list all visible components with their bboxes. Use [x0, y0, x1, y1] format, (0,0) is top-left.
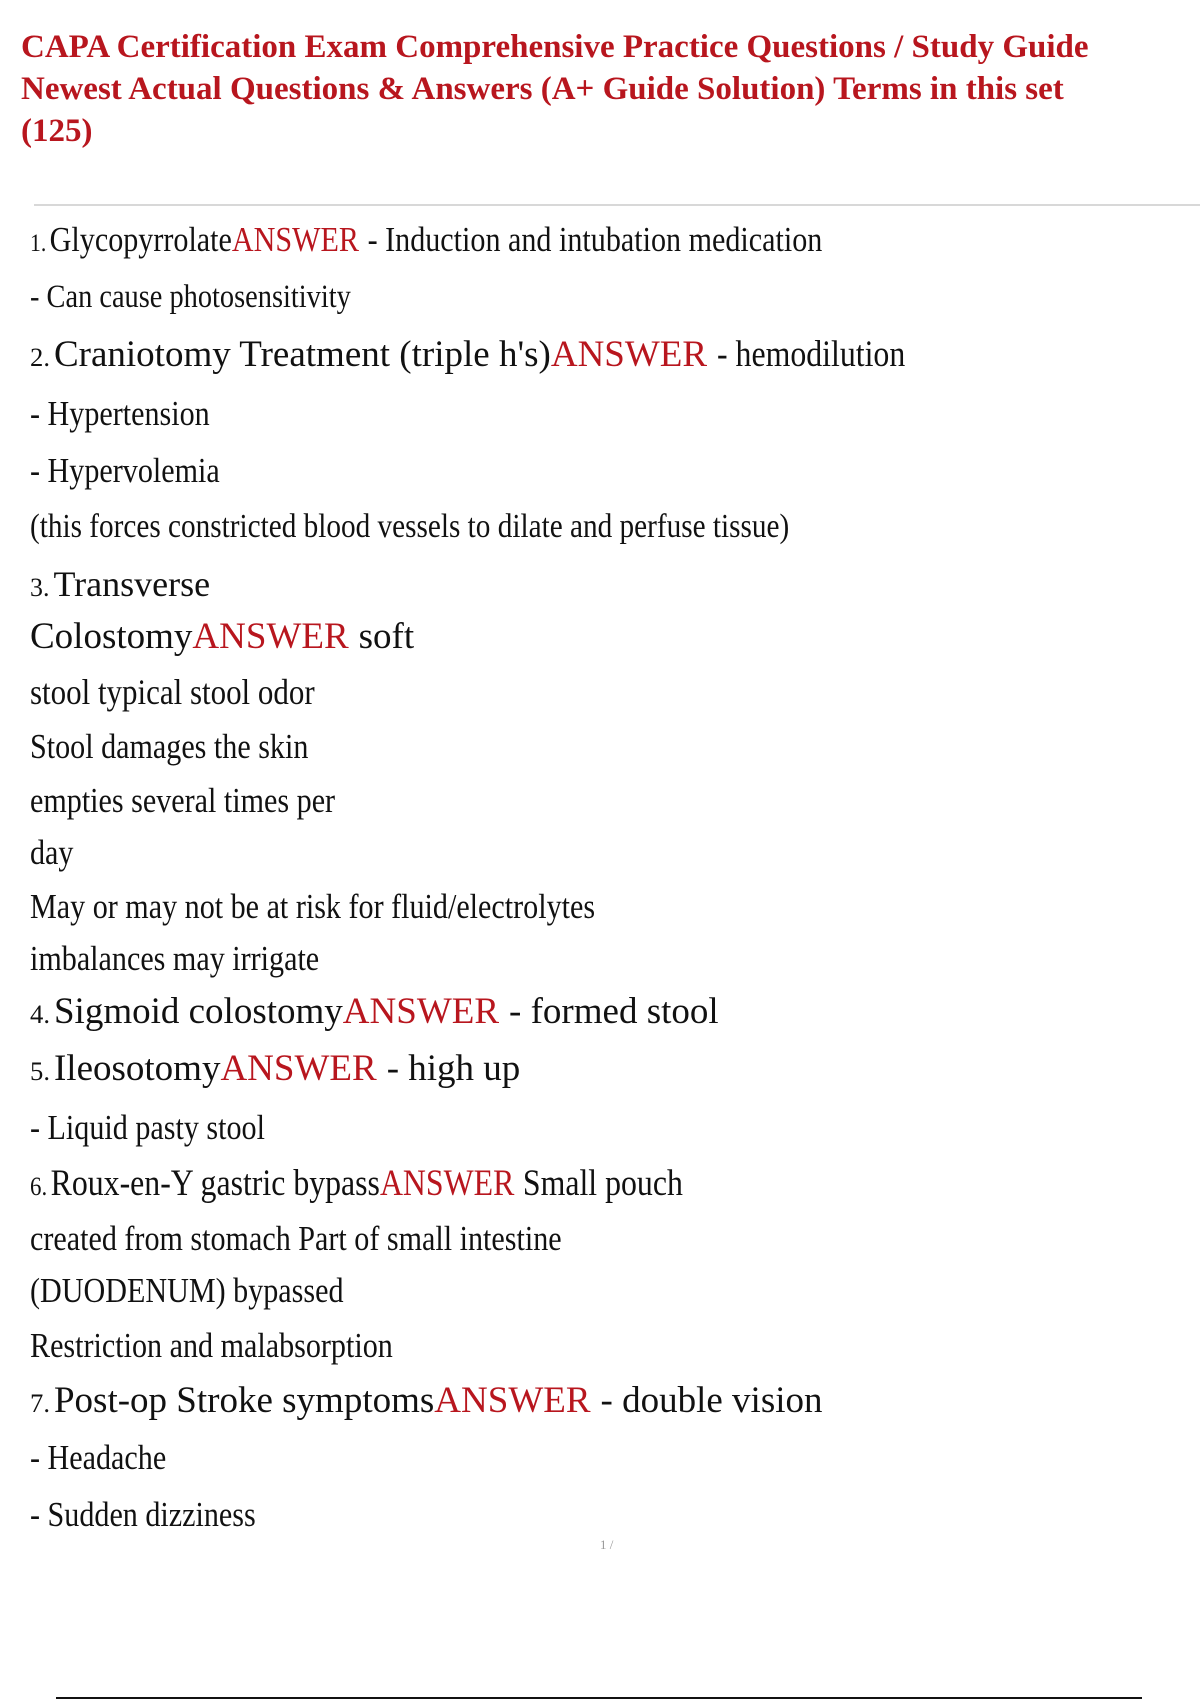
- answer-text: - hemodilution: [717, 334, 906, 375]
- item-text: created from stomach Part of small intestine: [30, 1219, 562, 1258]
- answer-label: ANSWER: [434, 1380, 591, 1421]
- item-text: Restriction and malabsorption: [30, 1326, 393, 1365]
- footer-divider: [56, 1697, 1142, 1699]
- list-item: [30, 222, 822, 257]
- list-item: [30, 1440, 166, 1475]
- list-item: [30, 835, 73, 870]
- list-item: [30, 1328, 393, 1363]
- list-item: [30, 1497, 256, 1532]
- list-item: [30, 993, 719, 1030]
- term: Post-op Stroke symptoms: [53, 1380, 435, 1421]
- list-item: [30, 1110, 265, 1145]
- answer-text: Small pouch: [522, 1163, 683, 1204]
- item-text: stool typical stool odor: [30, 672, 315, 712]
- list-item: [30, 1221, 562, 1256]
- answer-label: ANSWER: [342, 991, 500, 1032]
- list-item: [30, 674, 315, 710]
- list-item: [30, 336, 936, 373]
- item-number: 3.: [30, 573, 50, 602]
- list-item: [30, 1382, 823, 1419]
- list-item: [30, 941, 319, 976]
- list-item: [30, 1050, 520, 1087]
- item-number: 1.: [30, 230, 47, 257]
- answer-text: - formed stool: [509, 991, 719, 1032]
- item-text: Stool damages the skin: [30, 727, 309, 766]
- item-text: (DUODENUM) bypassed: [30, 1271, 344, 1310]
- item-text: (this forces constricted blood vessels to dilate and perfuse tissue): [30, 508, 790, 545]
- document-title: CAPA Certification Exam Comprehensive Practice Questions / Study Guide Newest Actual Questions & Answers (A+ Guide Solution) Terms in this set (125): [21, 29, 1089, 149]
- term: Sigmoid colostomy: [53, 991, 343, 1032]
- item-number: 4.: [30, 999, 50, 1029]
- list-item: [30, 396, 210, 431]
- list-item: [30, 889, 595, 924]
- term: Ileosotomy: [53, 1048, 221, 1089]
- item-text: - Sudden dizziness: [30, 1495, 256, 1534]
- answer-label: ANSWER: [379, 1163, 515, 1204]
- answer-text: - Induction and intubation medication: [367, 220, 823, 259]
- answer-label: ANSWER: [231, 220, 359, 259]
- list-item: [30, 618, 414, 655]
- list-item: [30, 566, 210, 602]
- item-number: 2.: [30, 342, 50, 372]
- answer-label: ANSWER: [192, 616, 349, 657]
- item-text: imbalances may irrigate: [30, 939, 320, 978]
- list-item: [30, 783, 335, 818]
- answer-text: - double vision: [600, 1380, 823, 1421]
- list-item: [30, 1273, 343, 1308]
- title-divider: [34, 204, 1200, 206]
- term: Transverse: [53, 564, 211, 604]
- term: Glycopyrrolate: [49, 220, 232, 259]
- answer-text: soft: [358, 616, 415, 657]
- term: Roux-en-Y gastric bypass: [50, 1163, 380, 1204]
- item-text: - Liquid pasty stool: [30, 1108, 265, 1147]
- list-item: [30, 453, 220, 488]
- item-number: 7.: [30, 1388, 50, 1418]
- answer-label: ANSWER: [550, 334, 708, 375]
- answer-label: ANSWER: [220, 1048, 377, 1089]
- item-text: - Can cause photosensitivity: [30, 279, 351, 315]
- page-number: 1 /: [600, 1537, 614, 1552]
- term: Colostomy: [30, 616, 193, 657]
- item-text: - Hypervolemia: [30, 451, 220, 490]
- item-number: 5.: [30, 1056, 50, 1086]
- list-item: [30, 281, 351, 314]
- item-text: May or may not be at risk for fluid/electrolytes: [30, 887, 596, 926]
- item-text: empties several times per: [30, 781, 336, 820]
- item-number: 6.: [30, 1171, 48, 1201]
- item-text: day: [30, 833, 74, 872]
- list-item: [30, 510, 789, 544]
- list-item: [30, 1165, 683, 1202]
- item-text: - Headache: [30, 1438, 167, 1477]
- answer-text: - high up: [386, 1048, 521, 1089]
- list-item: [30, 729, 308, 764]
- item-text: - Hypertension: [30, 394, 210, 433]
- term: Craniotomy Treatment (triple h's): [53, 334, 551, 375]
